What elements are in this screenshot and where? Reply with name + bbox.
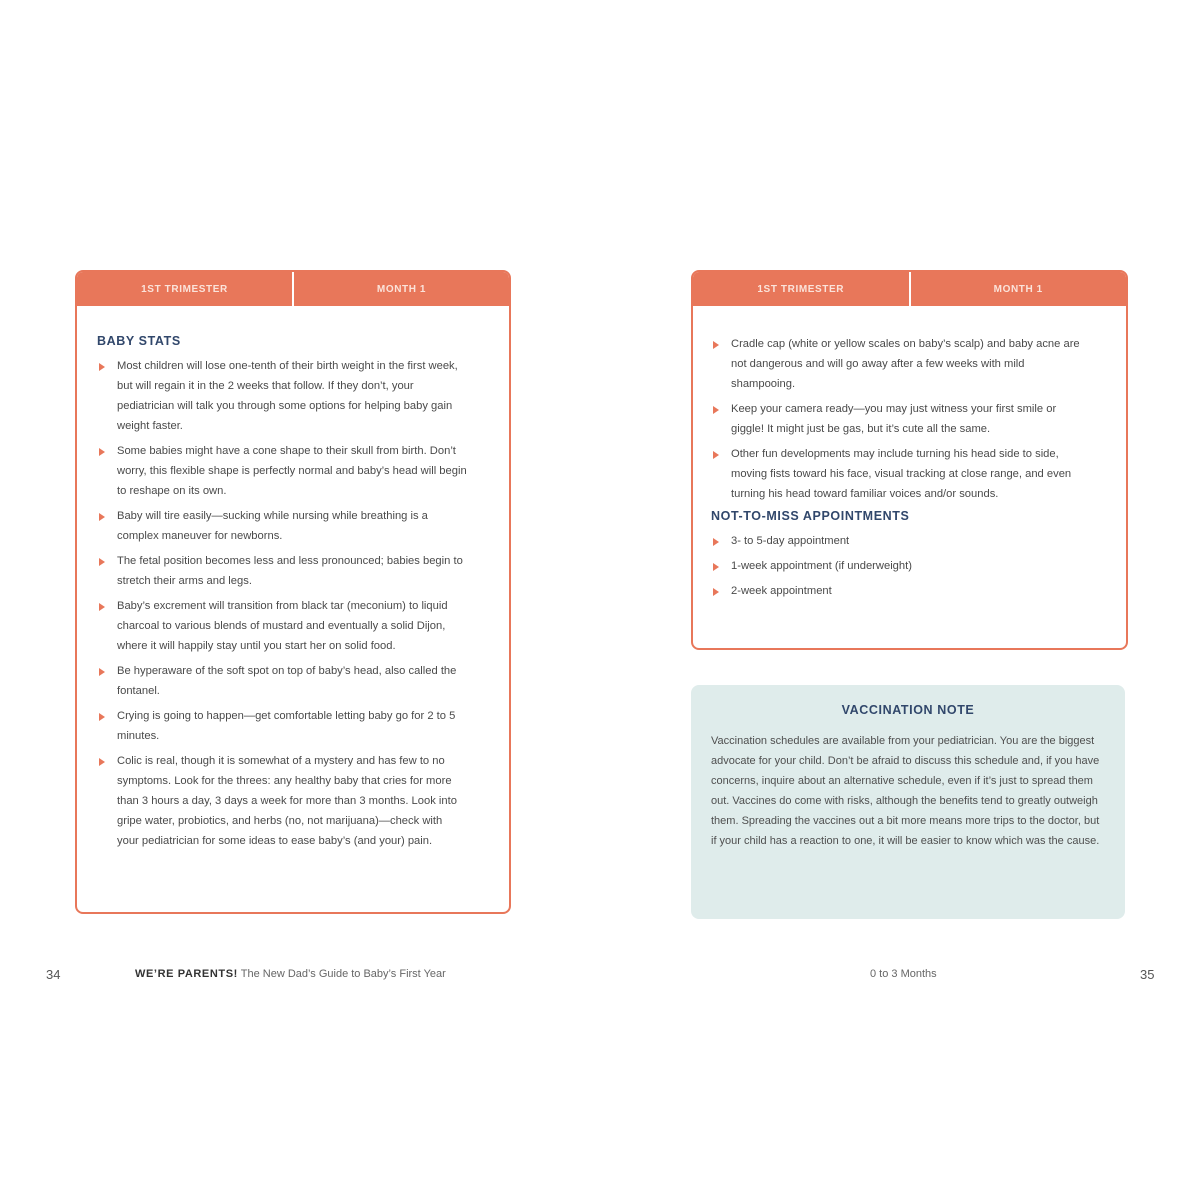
section-title-appointments: NOT-TO-MISS APPOINTMENTS — [711, 509, 910, 523]
list-item-text: Cradle cap (white or yellow scales on baby’s scalp) and baby acne are not dangerous and will go away after a few weeks with mild shampooing. — [731, 338, 1080, 390]
list-item — [97, 661, 467, 701]
baby-stats-card — [75, 270, 511, 914]
section-title-baby-stats: BABY STATS — [97, 334, 181, 348]
bullet-arrow-icon — [99, 713, 105, 721]
milestones-list — [711, 334, 1086, 504]
bullet-arrow-icon — [713, 451, 719, 459]
bullet-arrow-icon — [99, 448, 105, 456]
vaccination-note-title: VACCINATION NOTE — [841, 703, 975, 717]
tab-trimester: 1ST TRIMESTER — [757, 283, 845, 295]
bullet-arrow-icon — [713, 406, 719, 414]
running-head-left — [135, 968, 446, 980]
list-item-text: 2-week appointment — [731, 585, 832, 597]
bullet-arrow-icon — [713, 563, 719, 571]
bullet-arrow-icon — [99, 558, 105, 566]
bullet-arrow-icon — [99, 603, 105, 611]
bullet-arrow-icon — [713, 538, 719, 546]
list-item-text: The fetal position becomes less and less pronounced; babies begin to stretch their arms and legs. — [117, 555, 463, 587]
list-item — [711, 399, 1086, 439]
list-item — [711, 531, 1086, 551]
card-header — [693, 272, 1126, 306]
list-item-text: 1-week appointment (if underweight) — [731, 560, 912, 572]
bullet-arrow-icon — [99, 363, 105, 371]
list-item — [711, 334, 1086, 394]
list-item-text: Colic is real, though it is somewhat of a mystery and has few to no symptoms. Look for the threes: any healthy baby that cries for more than 3 hours a day, 3 days a week for more than 3 months. Look into gripe water, probiotics, and herbs (no, not marijuana)—check with your pediatrician for some ideas to ease baby’s (and your) pain. — [117, 755, 457, 847]
bullet-arrow-icon — [99, 513, 105, 521]
baby-stats-list — [97, 356, 467, 851]
bullet-arrow-icon — [99, 758, 105, 766]
list-item-text: Baby’s excrement will transition from black tar (meconium) to liquid charcoal to various blends of mustard and eventually a solid Dijon, where it will happily stay until you start her on solid food. — [117, 600, 448, 652]
list-item-text: Baby will tire easily—sucking while nursing while breathing is a complex maneuver for newborns. — [117, 510, 428, 542]
card-header — [77, 272, 509, 306]
list-item — [711, 581, 1086, 601]
list-item-text: Other fun developments may include turning his head side to side, moving fists toward his face, visual tracking at close range, and even turning his head toward familiar voices and/or sounds. — [731, 448, 1072, 500]
list-item — [97, 441, 467, 501]
list-item-text: Be hyperaware of the soft spot on top of baby’s head, also called the fontanel. — [117, 665, 457, 697]
list-item-text: 3- to 5-day appointment — [731, 535, 850, 547]
list-item — [97, 751, 467, 851]
list-item-text: Most children will lose one-tenth of their birth weight in the first week, but will regain it in the 2 weeks that follow. If they don’t, your pediatrician will talk you through some options for helping baby gain weight faster. — [117, 360, 458, 432]
vaccination-note-text: Vaccination schedules are available from your pediatrician. You are the biggest advocate for your child. Don’t be afraid to discuss this schedule and, if you have concerns, inquire about an alternative schedule, even if it’s just to spread them out. Vaccines do come with risks, although the benefits tend to greatly outweigh them. Spreading the vaccines out a bit more means more trips to the doctor, but if your child has a reaction to one, it will be easier to know which was the cause. — [711, 735, 1100, 847]
appointments-list — [711, 531, 1086, 601]
page-number-left: 34 — [46, 967, 61, 982]
tab-trimester: 1ST TRIMESTER — [141, 283, 228, 295]
list-item — [711, 556, 1086, 576]
running-head-right: 0 to 3 Months — [870, 968, 937, 980]
tab-month: MONTH 1 — [993, 283, 1043, 295]
list-item — [97, 596, 467, 656]
list-item — [711, 444, 1086, 504]
list-item-text: Keep your camera ready—you may just witness your first smile or giggle! It might just be gas, but it’s cute all the same. — [731, 403, 1057, 435]
list-item — [97, 551, 467, 591]
bullet-arrow-icon — [99, 668, 105, 676]
book-title: WE’RE PARENTS! — [135, 968, 238, 980]
bullet-arrow-icon — [713, 588, 719, 596]
bullet-arrow-icon — [713, 341, 719, 349]
milestones-card — [691, 270, 1128, 650]
list-item — [97, 706, 467, 746]
page-number-right: 35 — [1140, 967, 1155, 982]
list-item — [97, 356, 467, 436]
tab-month: MONTH 1 — [376, 283, 427, 295]
vaccination-note-box — [691, 685, 1125, 919]
list-item-text: Some babies might have a cone shape to their skull from birth. Don’t worry, this flexible shape is perfectly normal and baby’s head will begin to reshape on its own. — [117, 445, 467, 497]
book-subtitle: The New Dad’s Guide to Baby’s First Year — [237, 968, 446, 980]
list-item-text: Crying is going to happen—get comfortable letting baby go for 2 to 5 minutes. — [117, 710, 456, 742]
list-item — [97, 506, 467, 546]
